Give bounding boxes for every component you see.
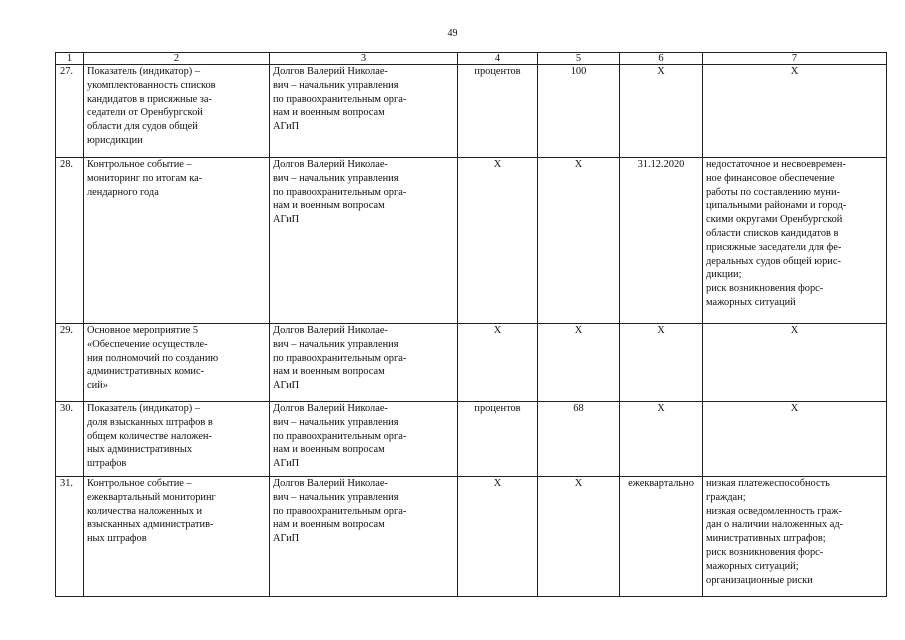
unit: процентов <box>458 65 538 158</box>
document-table <box>55 52 887 597</box>
risks: Х <box>703 324 887 402</box>
item-name: Контрольное событие – мониторинг по итогам ка- лендарного года <box>84 158 270 324</box>
column-number: 3 <box>270 53 458 65</box>
deadline: Х <box>620 65 703 158</box>
responsible-person: Долгов Валерий Николае- вич – начальник управления по правоохранительным орга- нам и военным вопросам АГиП <box>270 402 458 477</box>
column-number: 7 <box>703 53 887 65</box>
item-name: Контрольное событие – ежеквартальный мониторинг количества наложенных и взысканных административ- ных штрафов <box>84 477 270 597</box>
item-name: Основное мероприятие 5 «Обеспечение осуществле- ния полномочий по созданию административных комис- сий» <box>84 324 270 402</box>
responsible-person: Долгов Валерий Николае- вич – начальник управления по правоохранительным орга- нам и военным вопросам АГиП <box>270 477 458 597</box>
column-number: 1 <box>56 53 84 65</box>
row-number: 29. <box>56 324 84 402</box>
column-number: 6 <box>620 53 703 65</box>
item-name: Показатель (индикатор) – укомплектованность списков кандидатов в присяжные за- седатели от Оренбургской области для судов общей юрисдикции <box>84 65 270 158</box>
row-number: 27. <box>56 65 84 158</box>
risks: Х <box>703 65 887 158</box>
column-number: 4 <box>458 53 538 65</box>
risks: Х <box>703 402 887 477</box>
responsible-person: Долгов Валерий Николае- вич – начальник управления по правоохранительным орга- нам и военным вопросам АГиП <box>270 65 458 158</box>
table-row <box>56 158 887 324</box>
column-number-row <box>56 53 887 65</box>
deadline: Х <box>620 402 703 477</box>
row-number: 28. <box>56 158 84 324</box>
value: Х <box>538 158 620 324</box>
unit: процентов <box>458 402 538 477</box>
column-number: 5 <box>538 53 620 65</box>
responsible-person: Долгов Валерий Николае- вич – начальник управления по правоохранительным орга- нам и военным вопросам АГиП <box>270 324 458 402</box>
column-number: 2 <box>84 53 270 65</box>
row-number: 31. <box>56 477 84 597</box>
unit: Х <box>458 324 538 402</box>
deadline: ежеквартально <box>620 477 703 597</box>
table-row <box>56 477 887 597</box>
table-row <box>56 402 887 477</box>
unit: Х <box>458 158 538 324</box>
deadline: 31.12.2020 <box>620 158 703 324</box>
table-row <box>56 324 887 402</box>
risks: недостаточное и несвоевремен- ное финансовое обеспечение работы по составлению муни- ципальными районами и город- скими округами Оренбургской области списков кандидатов в присяжные заседатели для фе- деральных судов общей юрис- дикции; риск возникновения форс- мажорных ситуаций <box>703 158 887 324</box>
unit: Х <box>458 477 538 597</box>
value: 68 <box>538 402 620 477</box>
responsible-person: Долгов Валерий Николае- вич – начальник управления по правоохранительным орга- нам и военным вопросам АГиП <box>270 158 458 324</box>
page-number: 49 <box>447 28 458 39</box>
value: Х <box>538 324 620 402</box>
table-row <box>56 65 887 158</box>
value: Х <box>538 477 620 597</box>
deadline: Х <box>620 324 703 402</box>
row-number: 30. <box>56 402 84 477</box>
item-name: Показатель (индикатор) – доля взысканных штрафов в общем количестве наложен- ных административных штрафов <box>84 402 270 477</box>
risks: низкая платежеспособность граждан; низкая осведомленность граж- дан о наличии наложенных ад- министративных штрафов; риск возникновения форс- мажорных ситуаций; организационные риски <box>703 477 887 597</box>
value: 100 <box>538 65 620 158</box>
